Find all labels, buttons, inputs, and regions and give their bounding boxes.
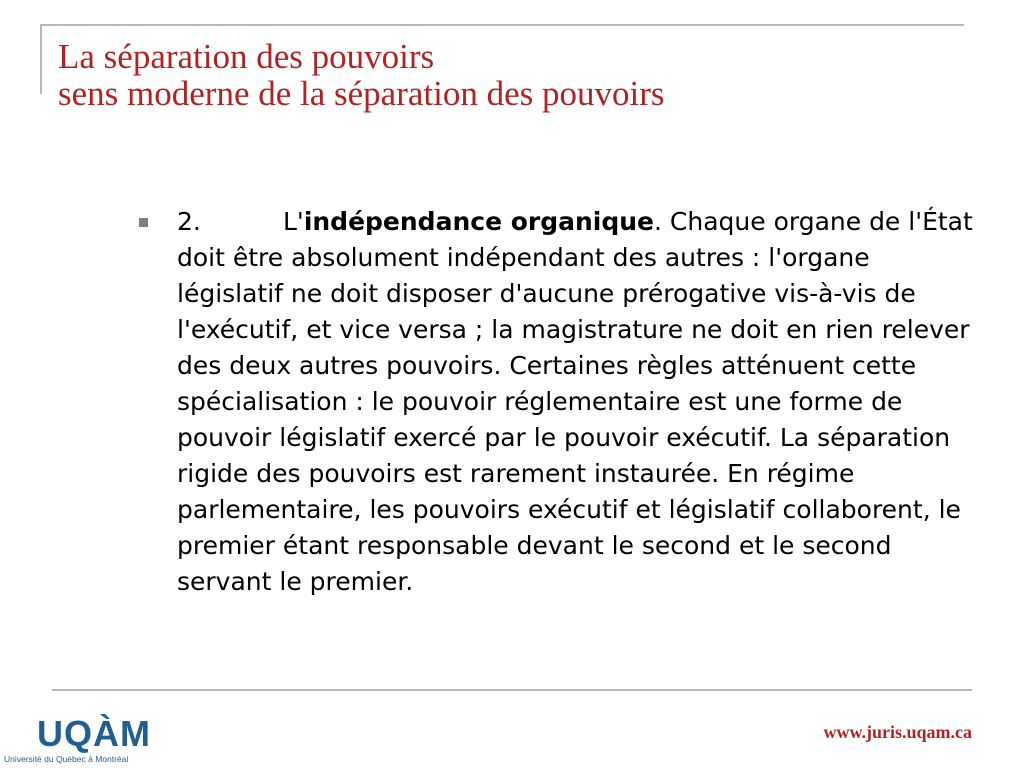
bullet-paragraph (177, 204, 977, 600)
title-line-2: sens moderne de la séparation des pouvoirs (58, 74, 665, 113)
square-bullet-icon (139, 218, 148, 227)
bullet-key-term: indépendance organique (303, 207, 655, 236)
title-top-rule (40, 24, 964, 26)
uqam-logo (4, 713, 164, 767)
logo-mark: UQÀM (37, 713, 151, 754)
title-left-rule (40, 24, 42, 94)
bullet-prefix: L' (283, 207, 304, 236)
footer-rule (52, 689, 972, 691)
logo-caption: Université du Québec à Montréal (4, 754, 129, 764)
bullet-number: 2. (177, 207, 201, 236)
footer-url-link[interactable]: www.juris.uqam.ca (823, 722, 972, 742)
slide-title (58, 38, 978, 112)
title-line-1: La séparation des pouvoirs (58, 37, 435, 76)
bullet-body-text: . Chaque organe de l'État doit être absolument indépendant des autres : l'organe législatif ne doit disposer d'aucune prérogative vis-à-vis de l'exécutif, et vice versa ; la magistrature ne doit en rien relever des deux autres pouvoirs. Certaines règles atténuent cette spécialisation : le pouvoir réglementaire est une forme de pouvoir législatif exercé par le pouvoir exécutif. La séparation rigide des pouvoirs est rarement instaurée. En régime parlementaire, les pouvoirs exécutif et législatif collaborent, le premier étant responsable devant le second et le second servant le premier. (177, 207, 973, 596)
